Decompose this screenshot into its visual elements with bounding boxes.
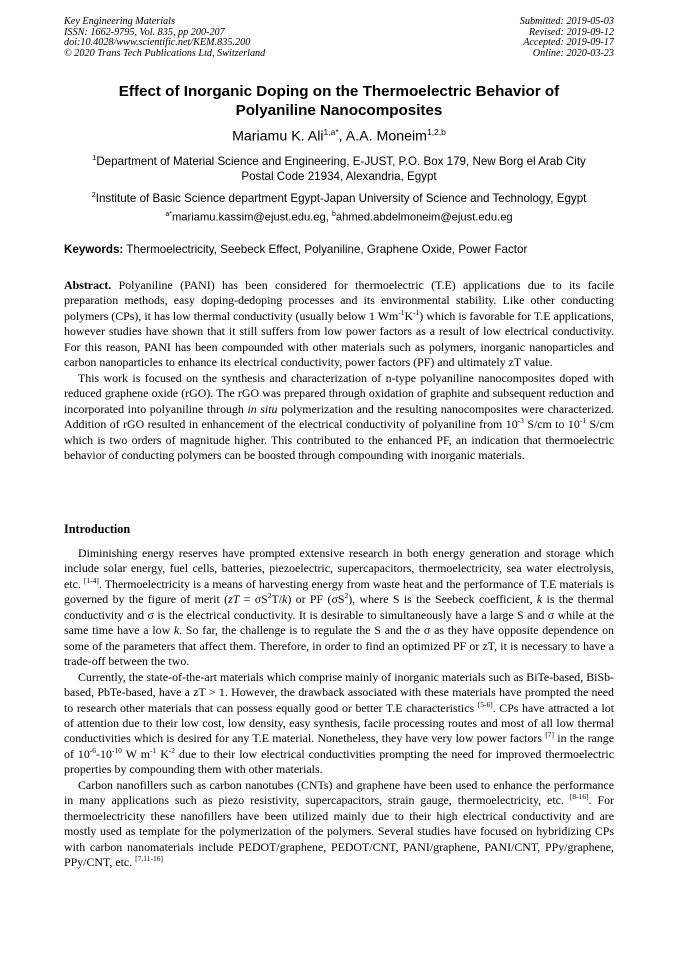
abstract-text: ) which is favorable for T.E applications, however studies have shown that it still suffers from low power factors as a result of low electrical conductivity. For this reason, PANI has been compounded with other materials such as polymers, inorganic nanoparticles and carbon nanoparticles to enhance its electrical conductivity, power factors (PF) and ultimately zT value.	[64, 308, 614, 370]
intro-italic: k	[536, 592, 543, 607]
abstract-sup: -1	[579, 416, 587, 426]
author-list	[40, 123, 638, 146]
intro-text: . For thermoelectricity these nanofillers have been utilized mainly due to their high electrical conductivity and are mostly used as template for the polymerization of the polymers. Several studies have focused on hybridizing CPs with carbon nanomaterials include PEDOT/graphene, PEDOT/CNT, PANI/graphene, PANI/CNT, PPy/graphene, PPy/CNT, etc.	[64, 793, 615, 870]
intro-text: = σS	[239, 592, 268, 607]
author-2: A.A. Moneim	[345, 128, 427, 145]
intro-text: ), where S is the Seebeck coefficient,	[348, 592, 537, 607]
abstract-sup: -3	[517, 416, 524, 426]
email-a-marker: a*	[165, 211, 172, 218]
affiliation-1-marker: 1	[92, 153, 97, 162]
journal-issn: ISSN: 1662-9795, Vol. 835, pp 200-207	[64, 26, 225, 38]
citation-ref[interactable]: [8-16]	[569, 792, 589, 802]
affiliation-1	[50, 150, 628, 184]
abstract-text: K	[404, 308, 414, 323]
keywords-label: Keywords:	[64, 243, 124, 256]
intro-text: -10	[96, 746, 112, 761]
abstract-italic: in situ	[247, 401, 278, 416]
citation-ref[interactable]: [1-4]	[83, 575, 99, 585]
abstract-text: S/cm to 10	[523, 417, 580, 432]
intro-italic: zT	[228, 592, 240, 607]
citation-ref[interactable]: [5-6]	[477, 699, 493, 709]
journal-name: Key Engineering Materials	[64, 16, 175, 27]
citation-ref[interactable]: [7,11-16]	[135, 854, 163, 864]
intro-paragraph-1	[64, 546, 614, 670]
intro-text: T/	[271, 592, 283, 607]
affiliation-2-marker: 2	[91, 190, 96, 199]
journal-header-right	[520, 17, 614, 59]
paper-title-line-1: Effect of Inorganic Doping on the Thermoelectric Behavior of	[118, 83, 560, 100]
abstract-sup: -1	[413, 307, 420, 317]
intro-sup: -10	[111, 745, 122, 755]
paper-title	[40, 82, 638, 120]
intro-italic: k	[173, 623, 180, 638]
intro-text: in the range of 10	[64, 731, 614, 761]
email-a[interactable]: mariamu.kassim@ejust.edu.eg,	[171, 211, 332, 224]
intro-text: ) or PF (σS	[287, 592, 345, 607]
intro-paragraph-3	[64, 778, 614, 871]
intro-paragraph-2	[64, 670, 614, 778]
intro-text: . CPs have attracted a lot of attention due to their low cost, low density, easy synthesis, facile processing routes and most of all low thermal conductivities which is desired for any T.E material. Nonetheless, they have very low power factors	[64, 700, 614, 746]
intro-text: K	[156, 746, 169, 761]
journal-doi: doi:10.4028/www.scientific.net/KEM.835.200	[64, 37, 251, 49]
abstract-text: polymerization and the resulting nanocomposites were characterized. Addition of rGO resulted in enhancement of the electrical conductivity of polyaniline from 10	[64, 401, 614, 432]
author-1-affiliation: 1,a*	[323, 127, 339, 137]
abstract	[64, 278, 614, 463]
abstract-text: Polyaniline (PANI) has been considered for thermoelectric (T.E) applications due to its facile preparation methods, easy doping-dedoping processes and its environmental stability. Like other conducting polymers (CPs), it has low thermal conductivity (usually below 1 Wm	[64, 278, 614, 323]
affiliation-1-line-1: Department of Material Science and Engineering, E-JUST, P.O. Box 179, New Borg el Arab City	[96, 154, 586, 168]
intro-sup: 2	[344, 591, 349, 601]
abstract-sup: -1	[398, 307, 405, 317]
author-2-affiliation: 1,2,b	[427, 127, 446, 137]
intro-text: is the thermal conductivity and σ is the electrical conductivity. It is desirable to simultaneously have a large S and σ while at the same time have a low	[64, 592, 614, 638]
paper-title-line-2: Polyaniline Nanocomposites	[235, 102, 443, 119]
intro-text: Diminishing energy reserves have prompted extensive research in both energy generation and storage which include solar energy, fuel cells, batteries, piezoelectric, supercapacitors, thermoelectricity, sea water electrolysis, etc.	[64, 546, 614, 591]
intro-text: Currently, the state-of-the-art materials which comprise mainly of inorganic materials such as BiTe-based, BiSb-based, PbTe-based, have a zT > 1. However, the drawback associated with these materials have prompted the need to research other materials that can possess equally good or better T.E characteristics	[64, 669, 614, 715]
journal-header-left	[64, 17, 265, 59]
intro-text: . So far, the challenge is to regulate the S and the σ as they have opposite dependence on some of the parameters that affect them. Therefore, in order to find an optimized PF or zT, it is necessary to have a trade-off between the two.	[64, 623, 614, 669]
abstract-label: Abstract.	[64, 278, 112, 292]
keywords-text: Thermoelectricity, Seebeck Effect, Polyaniline, Graphene Oxide, Power Factor	[123, 243, 528, 256]
email-b[interactable]: ahmed.abdelmoneim@ejust.edu.eg	[335, 211, 513, 224]
keywords	[64, 243, 624, 257]
affiliation-2	[50, 187, 628, 206]
author-emails	[40, 208, 638, 225]
intro-italic: k	[282, 592, 288, 607]
abstract-paragraph-2	[64, 371, 614, 464]
author-separator: ,	[338, 128, 346, 145]
journal-copyright: © 2020 Trans Tech Publications Ltd, Switzerland	[64, 47, 266, 59]
intro-sup: 2	[267, 591, 272, 601]
date-accepted: Accepted: 2019-09-17	[523, 37, 614, 49]
intro-sup: -1	[149, 745, 157, 755]
abstract-text: This work is focused on the synthesis and characterization of n-type polyaniline nanocomposites doped with reduced graphene oxide (rGO). The rGO was prepared through oxidation of graphite and subsequent reduction and incorporated into polyaniline through	[64, 370, 614, 416]
date-revised: Revised: 2019-09-12	[528, 26, 614, 38]
affiliation-2-line-1: Institute of Basic Science department Egypt-Japan University of Science and Technology, Egypt	[95, 191, 587, 205]
intro-sup: -2	[168, 745, 176, 755]
intro-text: Carbon nanofillers such as carbon nanotubes (CNTs) and graphene have been used to enhance the performance in many applications such as piezo resistivity, supercapacitors, strain gauge, thermoelectricity, etc.	[64, 777, 614, 808]
abstract-paragraph-1	[64, 278, 614, 371]
email-b-marker: b	[331, 211, 336, 218]
abstract-text: S/cm which is two orders of magnitude higher. This contributed to the enhanced PF, an indication that thermoelectric behavior of conducting polymers can be boosted through compounding with inorganic materials.	[64, 417, 614, 462]
date-online: Online: 2020-03-23	[532, 47, 614, 59]
section-heading-introduction: Introduction	[64, 522, 131, 536]
author-1: Mariamu K. Ali	[232, 128, 324, 145]
intro-text: . Thermoelectricity is a means of harvesting energy from waste heat and the performance of T.E materials is governed by the figure of merit (	[64, 576, 614, 607]
intro-text: due to their low electrical conductivities prompting the need for improved thermoelectric properties by compounding them with other materials.	[64, 746, 614, 777]
introduction-body	[64, 546, 614, 871]
date-submitted: Submitted: 2019-05-03	[519, 16, 614, 27]
citation-ref[interactable]: [7]	[545, 730, 555, 740]
intro-text: W m	[121, 746, 150, 761]
affiliation-1-line-2: Postal Code 21934, Alexandria, Egypt	[241, 170, 437, 184]
intro-sup: -6	[89, 745, 97, 755]
